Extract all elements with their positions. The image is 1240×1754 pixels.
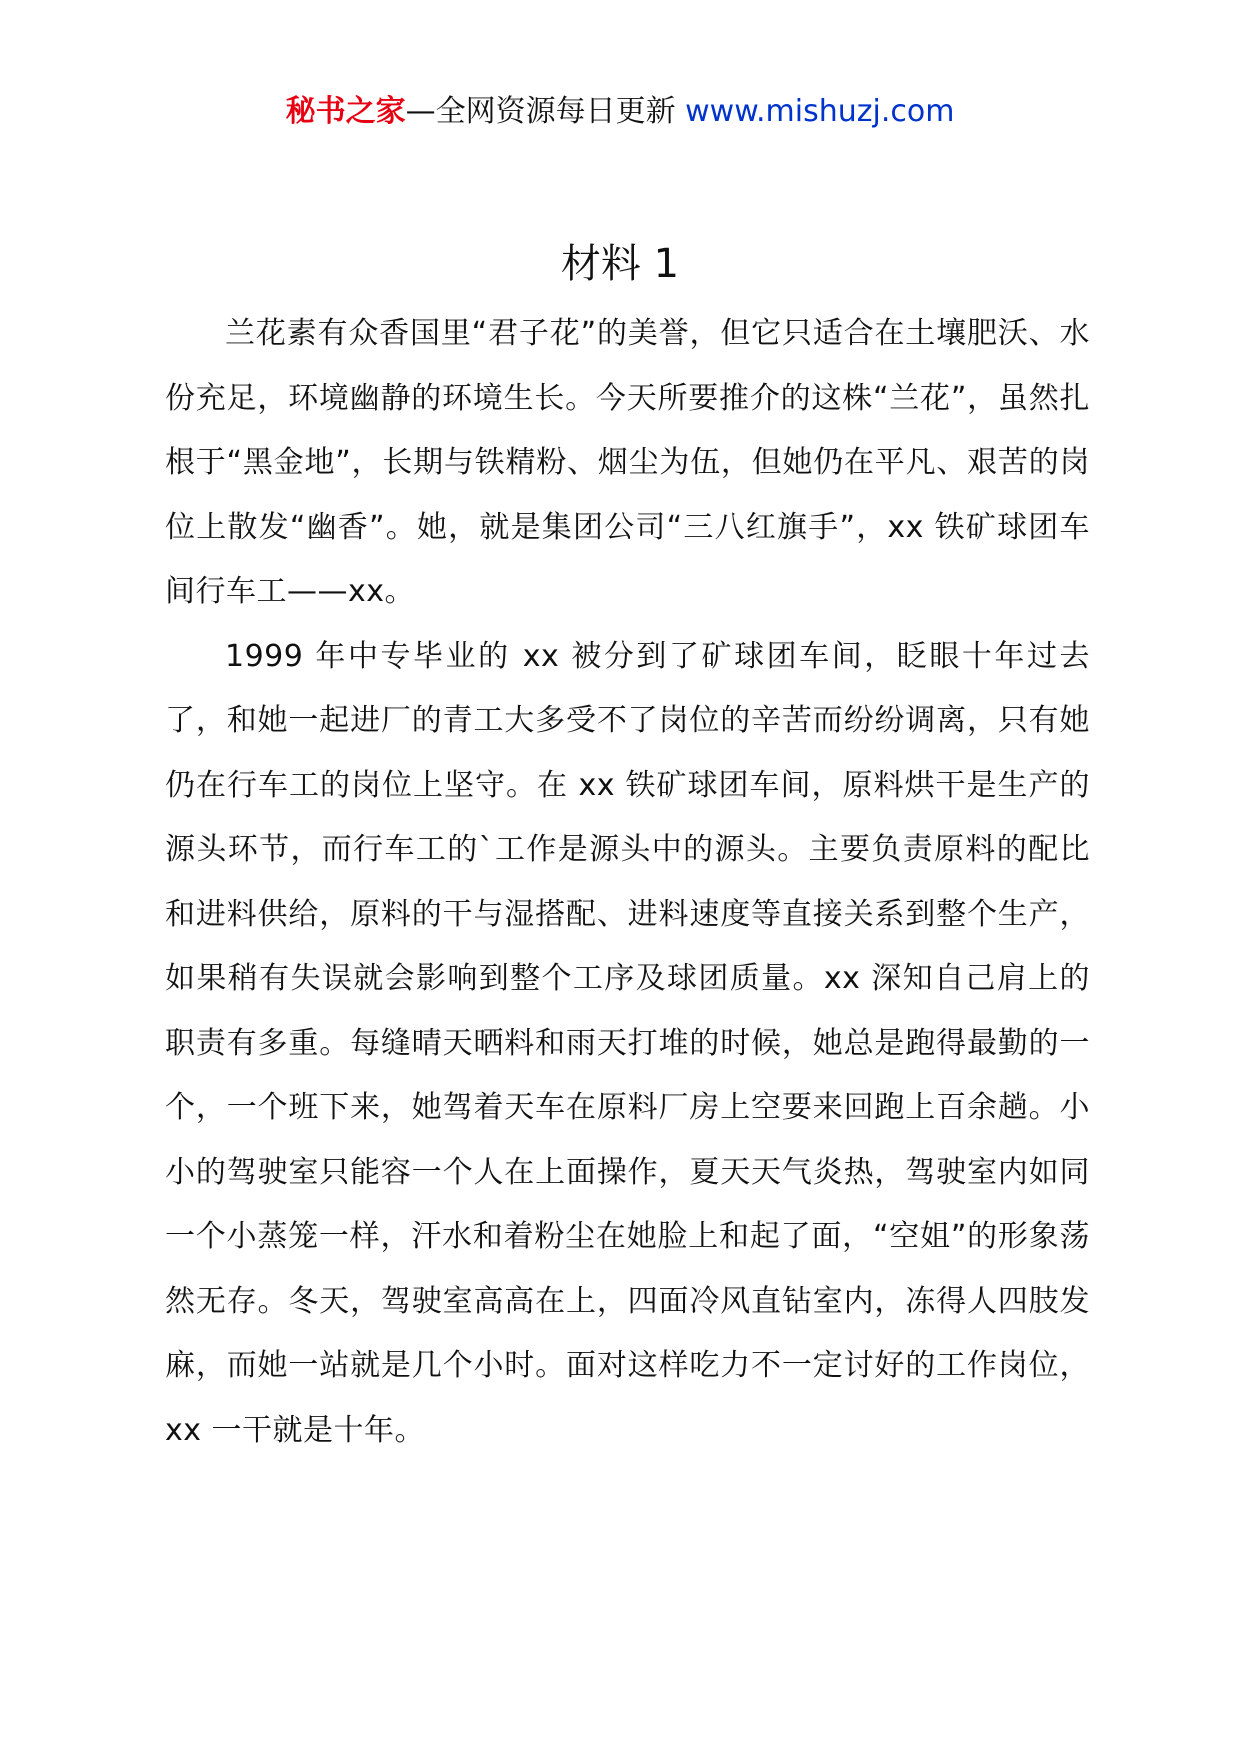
- site-tagline: —全网资源每日更新: [405, 94, 686, 129]
- paragraph-1: 兰花素有众香国里“君子花”的美誉，但它只适合在土壤肥沃、水份充足，环境幽静的环境生长。今天所要推介的这株“兰花”，虽然扎根于“黑金地”，长期与铁精粉、烟尘为伍，但她仍在平凡、艰苦的岗位上散发“幽香”。她，就是集团公司“三八红旗手”，xx 铁矿球团车间行车工——xx。: [165, 316, 1090, 609]
- site-header: [0, 92, 1240, 132]
- site-url-link[interactable]: www.mishuzj.com: [685, 94, 955, 129]
- paragraph-2: 1999 年中专毕业的 xx 被分到了矿球团车间，眨眼十年过去了，和她一起进厂的青工大多受不了岗位的辛苦而纷纷调离，只有她仍在行车工的岗位上坚守。在 xx 铁矿球团车间，原料烘干是生产的源头环节，而行车工的`工作是源头中的源头。主要负责原料的配比和进料供给，原料的干与湿搭配、进料速度等直接关系到整个生产，如果稍有失误就会影响到整个工序及球团质量。xx 深知自己肩上的职责有多重。每缝晴天晒料和雨天打堆的时候，她总是跑得最勤的一个，一个班下来，她驾着天车在原料厂房上空要来回跑上百余趟。小小的驾驶室只能容一个人在上面操作，夏天天气炎热，驾驶室内如同一个小蒸笼一样，汗水和着粉尘在她脸上和起了面，“空姐”的形象荡然无存。冬天，驾驶室高高在上，四面冷风直钻室内，冻得人四肢发麻，而她一站就是几个小时。面对这样吃力不一定讨好的工作岗位，xx 一干就是十年。: [165, 638, 1090, 1448]
- document-title: 材料 1: [560, 241, 680, 287]
- document-body: [165, 302, 1090, 1463]
- site-brand: 秘书之家: [285, 94, 406, 129]
